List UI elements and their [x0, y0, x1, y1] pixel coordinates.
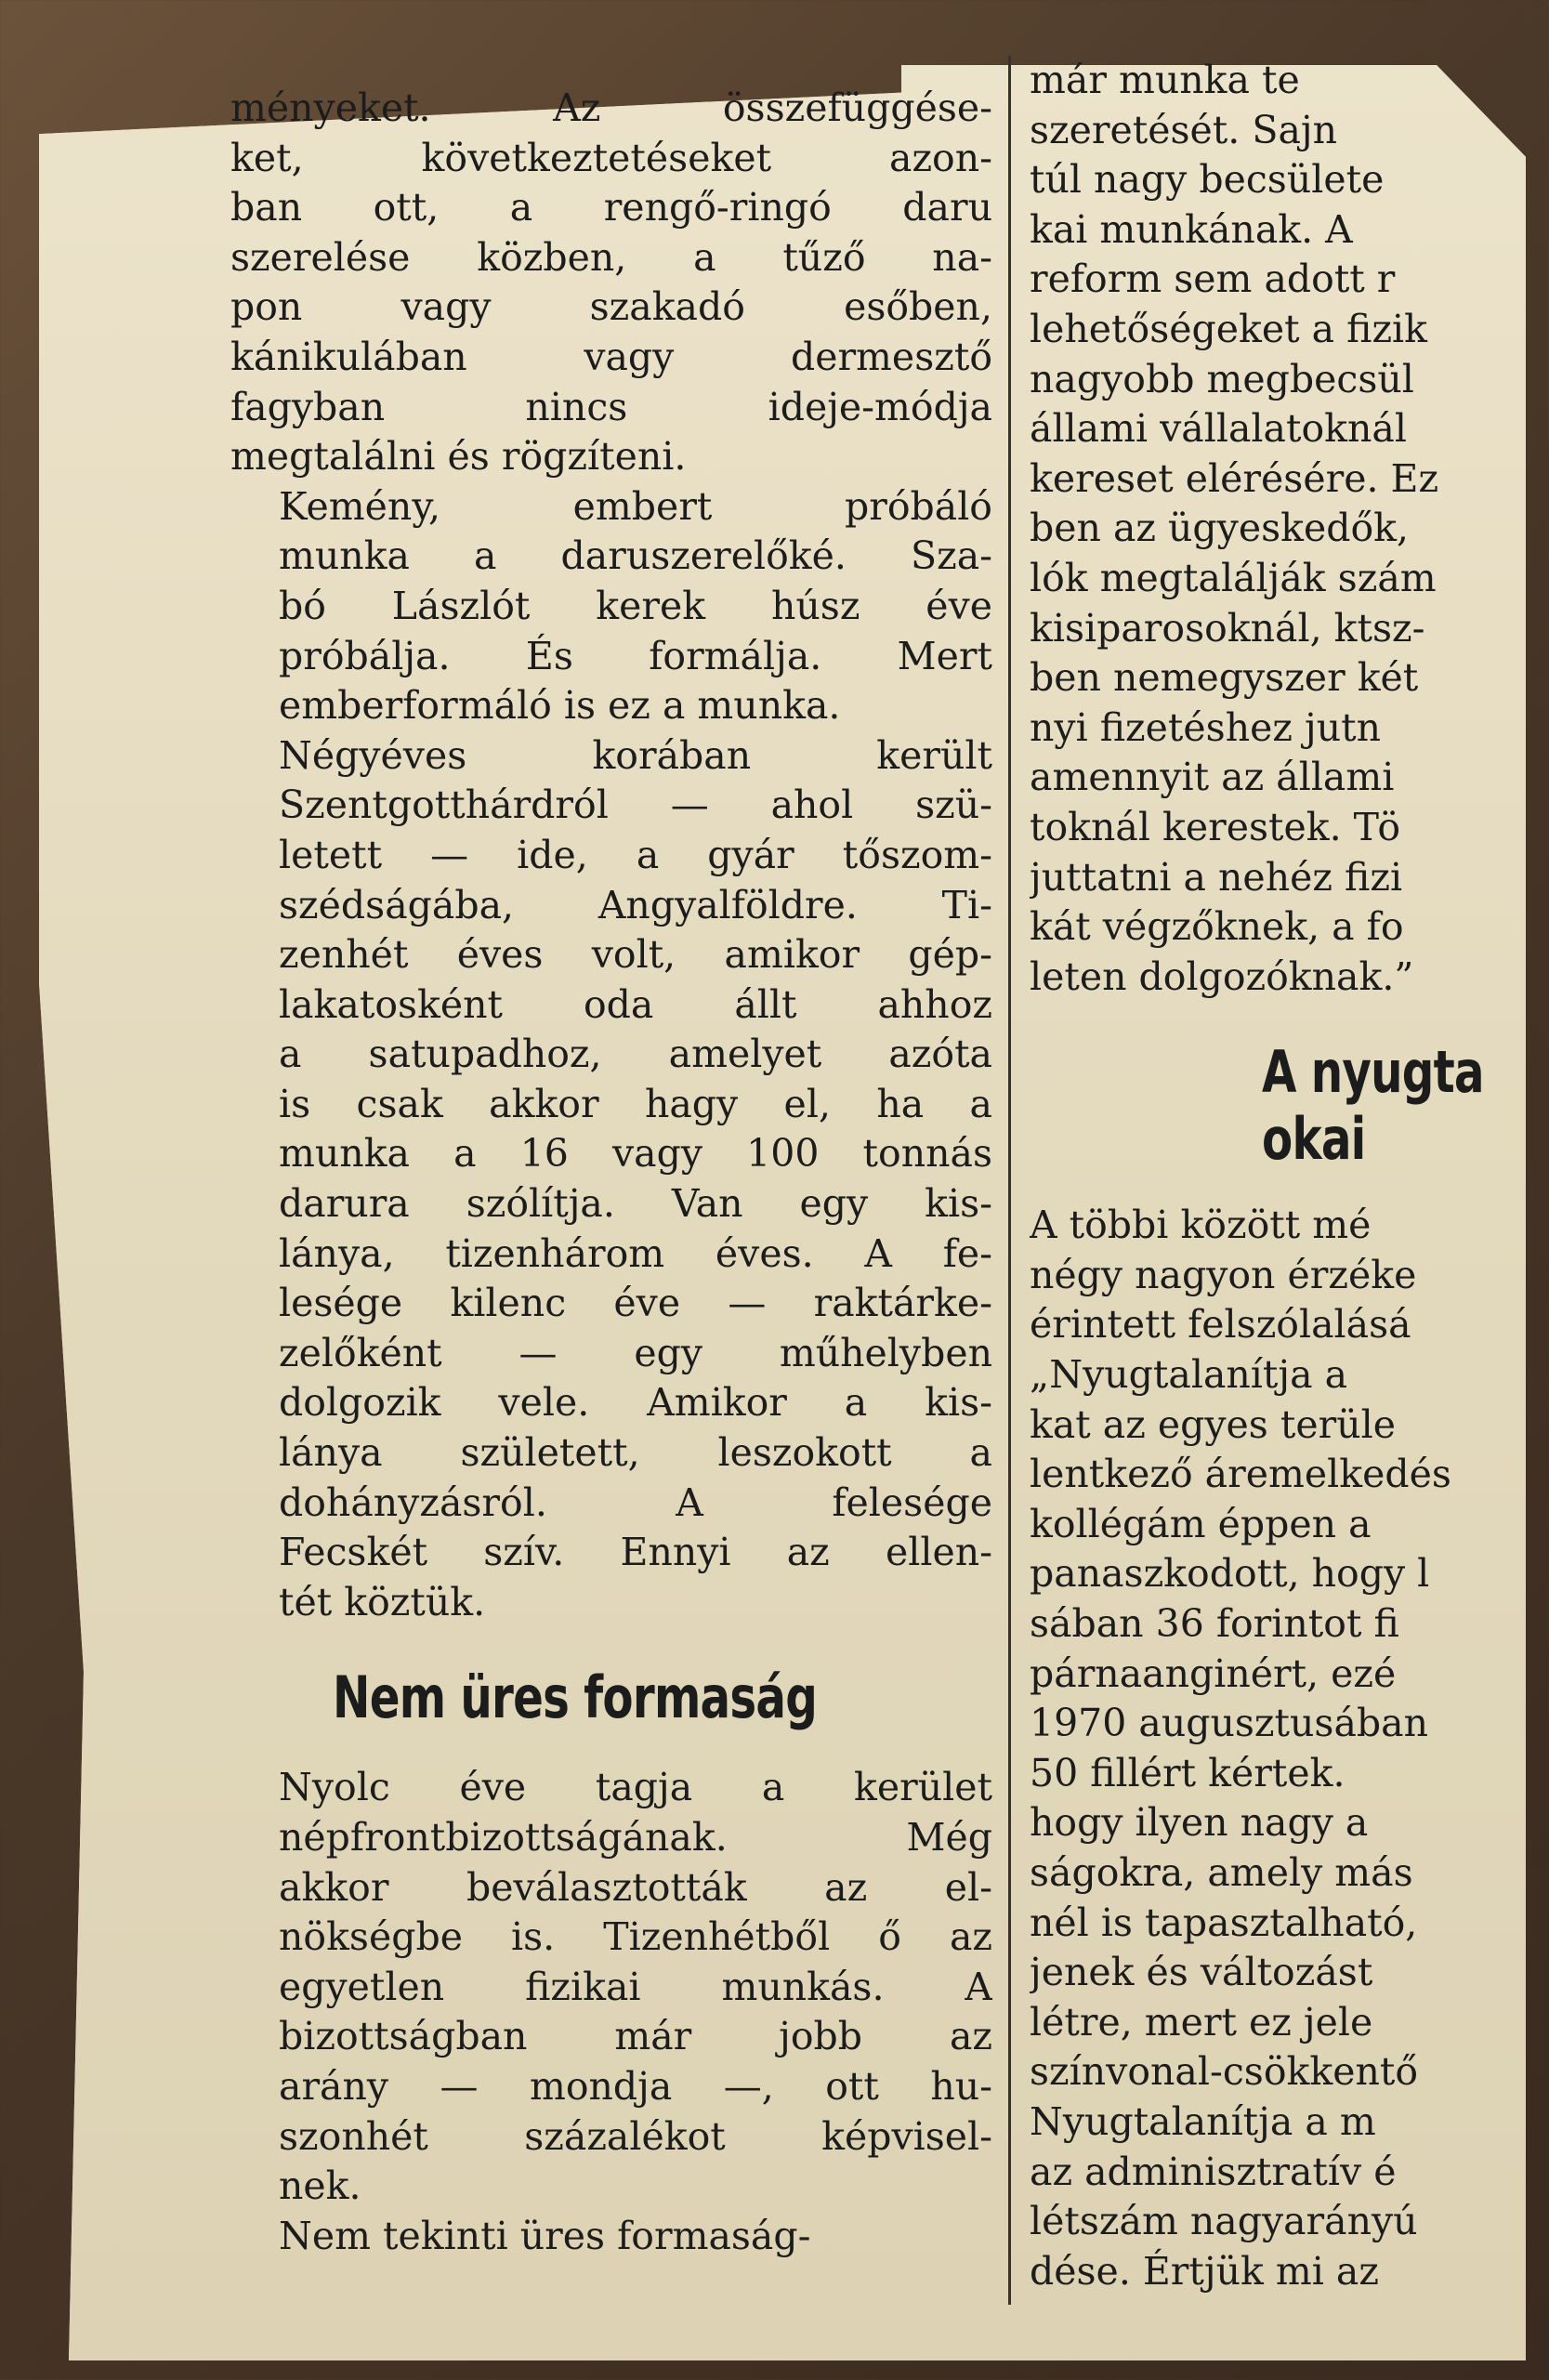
text-line: darura szólítja. Van egy kis- — [279, 1181, 992, 1227]
text-line: szédságába, Angyalföldre. Ti- — [279, 882, 992, 927]
text-line: dohányzásról. A felesége — [279, 1479, 992, 1525]
text-line: szeretését. Sajn — [1030, 107, 1338, 152]
text-line: Nyugtalanítja a m — [1030, 2098, 1376, 2144]
text-line: túl nagy becsülete — [1030, 157, 1385, 203]
text-line: A nyugta — [1262, 1039, 1484, 1107]
text-line: zelőként — egy műhelyben — [279, 1330, 992, 1375]
section-heading-right — [1262, 1039, 1487, 1173]
text-line: reform sem adott r — [1030, 256, 1396, 302]
paragraph — [230, 2212, 992, 2262]
text-line: négy nagyon érzéke — [1030, 1252, 1417, 1297]
text-line: nyi fizetéshez jutn — [1030, 704, 1382, 750]
column-divider — [1008, 56, 1011, 2305]
text-line: lentkező áremelkedés — [1030, 1452, 1451, 1497]
text-line: létre, mert ez jele — [1030, 1999, 1373, 2045]
paragraph — [230, 84, 992, 482]
text-line: népfrontbizottságának. Még — [279, 1815, 992, 1860]
article-left-column — [230, 84, 992, 2342]
paragraph — [230, 482, 992, 731]
text-line: lesége kilenc éve — raktárke- — [279, 1281, 992, 1326]
text-line: amennyit az állami — [1030, 755, 1395, 800]
text-line: ságokra, amely más — [1030, 1850, 1413, 1895]
text-line: lánya, tizenhárom éves. A fe- — [279, 1230, 992, 1276]
text-line: pon vagy szakadó esőben, — [230, 284, 992, 330]
text-line: kisiparosoknál, ktsz- — [1030, 605, 1425, 651]
text-line: létszám nagyarányú — [1030, 2199, 1418, 2244]
text-line: letett — ide, a gyár tőszom- — [279, 832, 992, 877]
text-line: egyetlen fizikai munkás. A — [279, 1964, 992, 2009]
text-line: arány — mondja —, ott hu- — [279, 2063, 992, 2109]
text-line: lánya született, leszokott a — [279, 1430, 992, 1476]
text-line: ban ott, a rengő-ringó daru — [230, 185, 992, 230]
text-line: jenek és változást — [1030, 1950, 1373, 1995]
text-line: kereset elérésére. Ez — [1030, 455, 1439, 501]
text-line: Nyolc éve tagja a kerület — [279, 1765, 992, 1810]
text-line: 50 fillért kértek. — [1030, 1750, 1346, 1795]
text-line: leten dolgozóknak.” — [1030, 953, 1414, 999]
text-line: megtalálni és rögzíteni. — [230, 434, 687, 480]
text-line: próbálja. És formálja. Mert — [279, 633, 992, 678]
paragraph — [230, 1763, 992, 2211]
text-line: toknál kerestek. Tö — [1030, 804, 1401, 849]
text-line: dolgozik vele. Amikor a kis- — [279, 1380, 992, 1426]
text-line: hogy ilyen nagy a — [1030, 1800, 1369, 1846]
text-line: nek. — [279, 2163, 361, 2209]
text-line: panaszkodott, hogy l — [1030, 1551, 1430, 1597]
text-line: nagyobb megbecsül — [1030, 356, 1414, 401]
text-line: kat az egyes terüle — [1030, 1401, 1397, 1447]
text-line: érintett felszólalásá — [1030, 1302, 1411, 1348]
text-line: munka a daruszerelőké. Sza- — [279, 533, 992, 579]
text-line: lók megtalálják szám — [1030, 555, 1437, 600]
text-line: szonhét százalékot képvisel- — [279, 2113, 992, 2159]
text-line: párnaanginért, ezé — [1030, 1650, 1397, 1696]
text-line: bó Lászlót kerek húsz éve — [279, 583, 992, 628]
text-line: fagyban nincs ideje-módja — [230, 384, 992, 429]
text-line: juttatni a nehéz fizi — [1030, 854, 1403, 900]
text-line: munka a 16 vagy 100 tonnás — [279, 1131, 992, 1177]
text-line: lakatosként oda állt ahhoz — [279, 981, 992, 1027]
text-line: már munka te — [1030, 58, 1300, 102]
text-line: okai — [1262, 1106, 1366, 1174]
text-line: „Nyugtalanítja a — [1030, 1352, 1348, 1398]
text-line: tét köztük. — [279, 1579, 486, 1624]
text-line: kát végzőknek, a fo — [1030, 904, 1404, 950]
text-line: zenhét éves volt, amikor gép- — [279, 932, 992, 978]
text-line: nökségbe is. Tizenhétből ő az — [279, 1914, 992, 1960]
text-line: színvonal-csökkentő — [1030, 2049, 1419, 2095]
text-line: ményeket. Az összefüggése- — [230, 85, 992, 130]
text-line: Fecskét szív. Ennyi az ellen- — [279, 1530, 992, 1575]
text-line: bizottságban már jobb az — [279, 2014, 992, 2059]
section-heading: Nem üres formaság — [333, 1663, 818, 1732]
text-line: az adminisztratív é — [1030, 2149, 1397, 2194]
text-line: szerelése közben, a tűző na- — [230, 234, 992, 280]
text-line: Nem tekinti üres formaság- — [279, 2213, 811, 2258]
text-line: lehetőségeket a fizik — [1030, 306, 1428, 351]
text-line: kai munkának. A — [1030, 206, 1353, 252]
text-line: akkor beválasztották az el- — [279, 1864, 992, 1910]
text-line: 1970 augusztusában — [1030, 1701, 1428, 1746]
text-line: Kemény, embert próbáló — [279, 483, 992, 529]
text-line: emberformáló is ez a munka. — [279, 683, 841, 729]
text-line: ket, következtetéseket azon- — [230, 135, 992, 180]
text-line: Szentgotthárdról — ahol szü- — [279, 782, 992, 828]
text-line: is csak akkor hagy el, ha a — [279, 1081, 992, 1126]
text-line: A többi között mé — [1030, 1203, 1372, 1248]
text-line: ben nemegyszer két — [1030, 655, 1419, 701]
text-line: nél is tapasztalható, — [1030, 1900, 1418, 1945]
text-line: a satupadhoz, amelyet azóta — [279, 1032, 992, 1077]
text-line: állami vállalatoknál — [1030, 406, 1407, 452]
text-line: kollégám éppen a — [1030, 1501, 1372, 1546]
paragraph — [230, 731, 992, 1628]
text-line: ben az ügyeskedők, — [1030, 506, 1410, 551]
text-line: dése. Értjük mi az — [1030, 2248, 1379, 2294]
text-line: sában 36 forintot fi — [1030, 1601, 1399, 1647]
text-line: Négyéves korában került — [279, 732, 992, 778]
text-line: kánikulában vagy dermesztő — [230, 334, 992, 379]
article-right-column — [1030, 56, 1549, 2314]
